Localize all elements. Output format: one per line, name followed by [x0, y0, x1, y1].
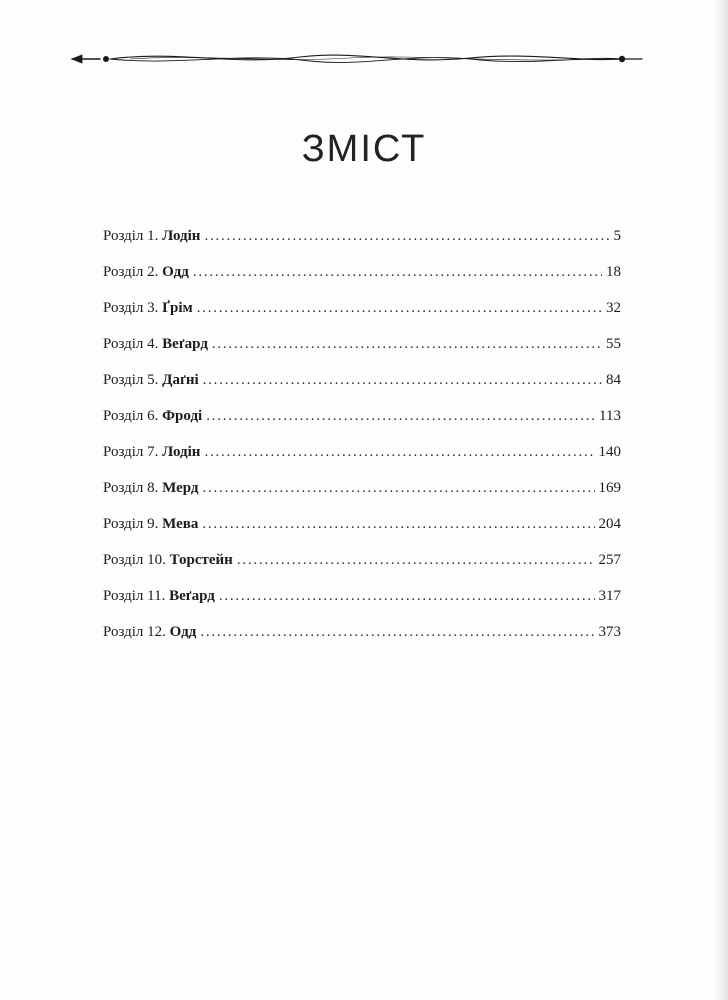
toc-entry: [103, 516, 621, 552]
table-of-contents: [103, 228, 621, 660]
toc-page-number: 373: [598, 624, 621, 640]
toc-entry-label: [103, 228, 200, 245]
toc-entry-label: [103, 264, 189, 281]
toc-page-number: 84: [606, 372, 621, 388]
toc-chapter-name: Одд: [169, 624, 197, 640]
page-title: ЗМІСТ: [301, 128, 427, 170]
toc-page-number: 257: [598, 552, 621, 568]
toc-chapter-name: Даґні: [162, 372, 199, 388]
toc-chapter-name: Одд: [162, 264, 189, 280]
toc-chapter-number: Розділ 12.: [103, 624, 166, 640]
toc-leader-dots: [219, 588, 595, 605]
toc-chapter-number: Розділ 9.: [103, 516, 159, 532]
toc-entry: [103, 372, 621, 408]
toc-leader-dots: [197, 300, 602, 317]
toc-entry-label: [103, 480, 199, 497]
page-edge-shadow: [714, 0, 728, 1000]
toc-entry: [103, 228, 621, 264]
toc-chapter-number: Розділ 7.: [103, 444, 159, 460]
toc-chapter-name: Ґрім: [162, 300, 193, 316]
toc-entry: [103, 588, 621, 624]
toc-entry: [103, 336, 621, 372]
toc-chapter-name: Лодін: [162, 444, 201, 460]
toc-page-number: 55: [606, 336, 621, 352]
toc-entry-label: [103, 588, 215, 605]
toc-entry-label: [103, 408, 202, 425]
toc-leader-dots: [206, 408, 595, 425]
toc-entry-label: [103, 444, 200, 461]
toc-page-number: 113: [599, 408, 621, 424]
toc-entry: [103, 552, 621, 588]
toc-chapter-name: Мева: [162, 516, 199, 532]
toc-leader-dots: [204, 444, 594, 461]
toc-entry: [103, 300, 621, 336]
toc-chapter-name: Лодін: [162, 228, 201, 244]
toc-entry: [103, 624, 621, 660]
toc-leader-dots: [203, 372, 602, 389]
toc-chapter-number: Розділ 11.: [103, 588, 166, 604]
toc-entry-label: [103, 516, 198, 533]
decorative-divider-icon: [70, 46, 644, 72]
toc-chapter-name: Фроді: [162, 408, 203, 424]
toc-leader-dots: [203, 480, 595, 497]
toc-page-number: 317: [598, 588, 621, 604]
toc-entry-label: [103, 300, 193, 317]
toc-chapter-name: Торстейн: [169, 552, 233, 568]
toc-entry: [103, 444, 621, 480]
toc-leader-dots: [193, 264, 602, 281]
toc-chapter-number: Розділ 3.: [103, 300, 159, 316]
toc-page-number: 5: [613, 228, 621, 244]
toc-chapter-number: Розділ 4.: [103, 336, 159, 352]
toc-page-number: 204: [598, 516, 621, 532]
toc-chapter-number: Розділ 5.: [103, 372, 159, 388]
toc-chapter-number: Розділ 1.: [103, 228, 159, 244]
toc-chapter-name: Веґард: [169, 588, 215, 604]
toc-leader-dots: [237, 552, 595, 569]
toc-page-number: 169: [598, 480, 621, 496]
toc-leader-dots: [212, 336, 602, 353]
toc-leader-dots: [200, 624, 594, 641]
toc-page-number: 18: [606, 264, 621, 280]
toc-leader-dots: [202, 516, 594, 533]
toc-entry: [103, 480, 621, 516]
toc-leader-dots: [204, 228, 609, 245]
toc-entry: [103, 264, 621, 300]
toc-chapter-name: Мерд: [162, 480, 199, 496]
toc-entry-label: [103, 372, 199, 389]
toc-chapter-name: Веґард: [162, 336, 208, 352]
toc-entry-label: [103, 552, 233, 569]
toc-entry: [103, 408, 621, 444]
toc-chapter-number: Розділ 2.: [103, 264, 159, 280]
toc-chapter-number: Розділ 10.: [103, 552, 166, 568]
toc-chapter-number: Розділ 6.: [103, 408, 159, 424]
toc-entry-label: [103, 624, 196, 641]
toc-entry-label: [103, 336, 208, 353]
toc-chapter-number: Розділ 8.: [103, 480, 159, 496]
toc-page-number: 140: [598, 444, 621, 460]
toc-page-number: 32: [606, 300, 621, 316]
